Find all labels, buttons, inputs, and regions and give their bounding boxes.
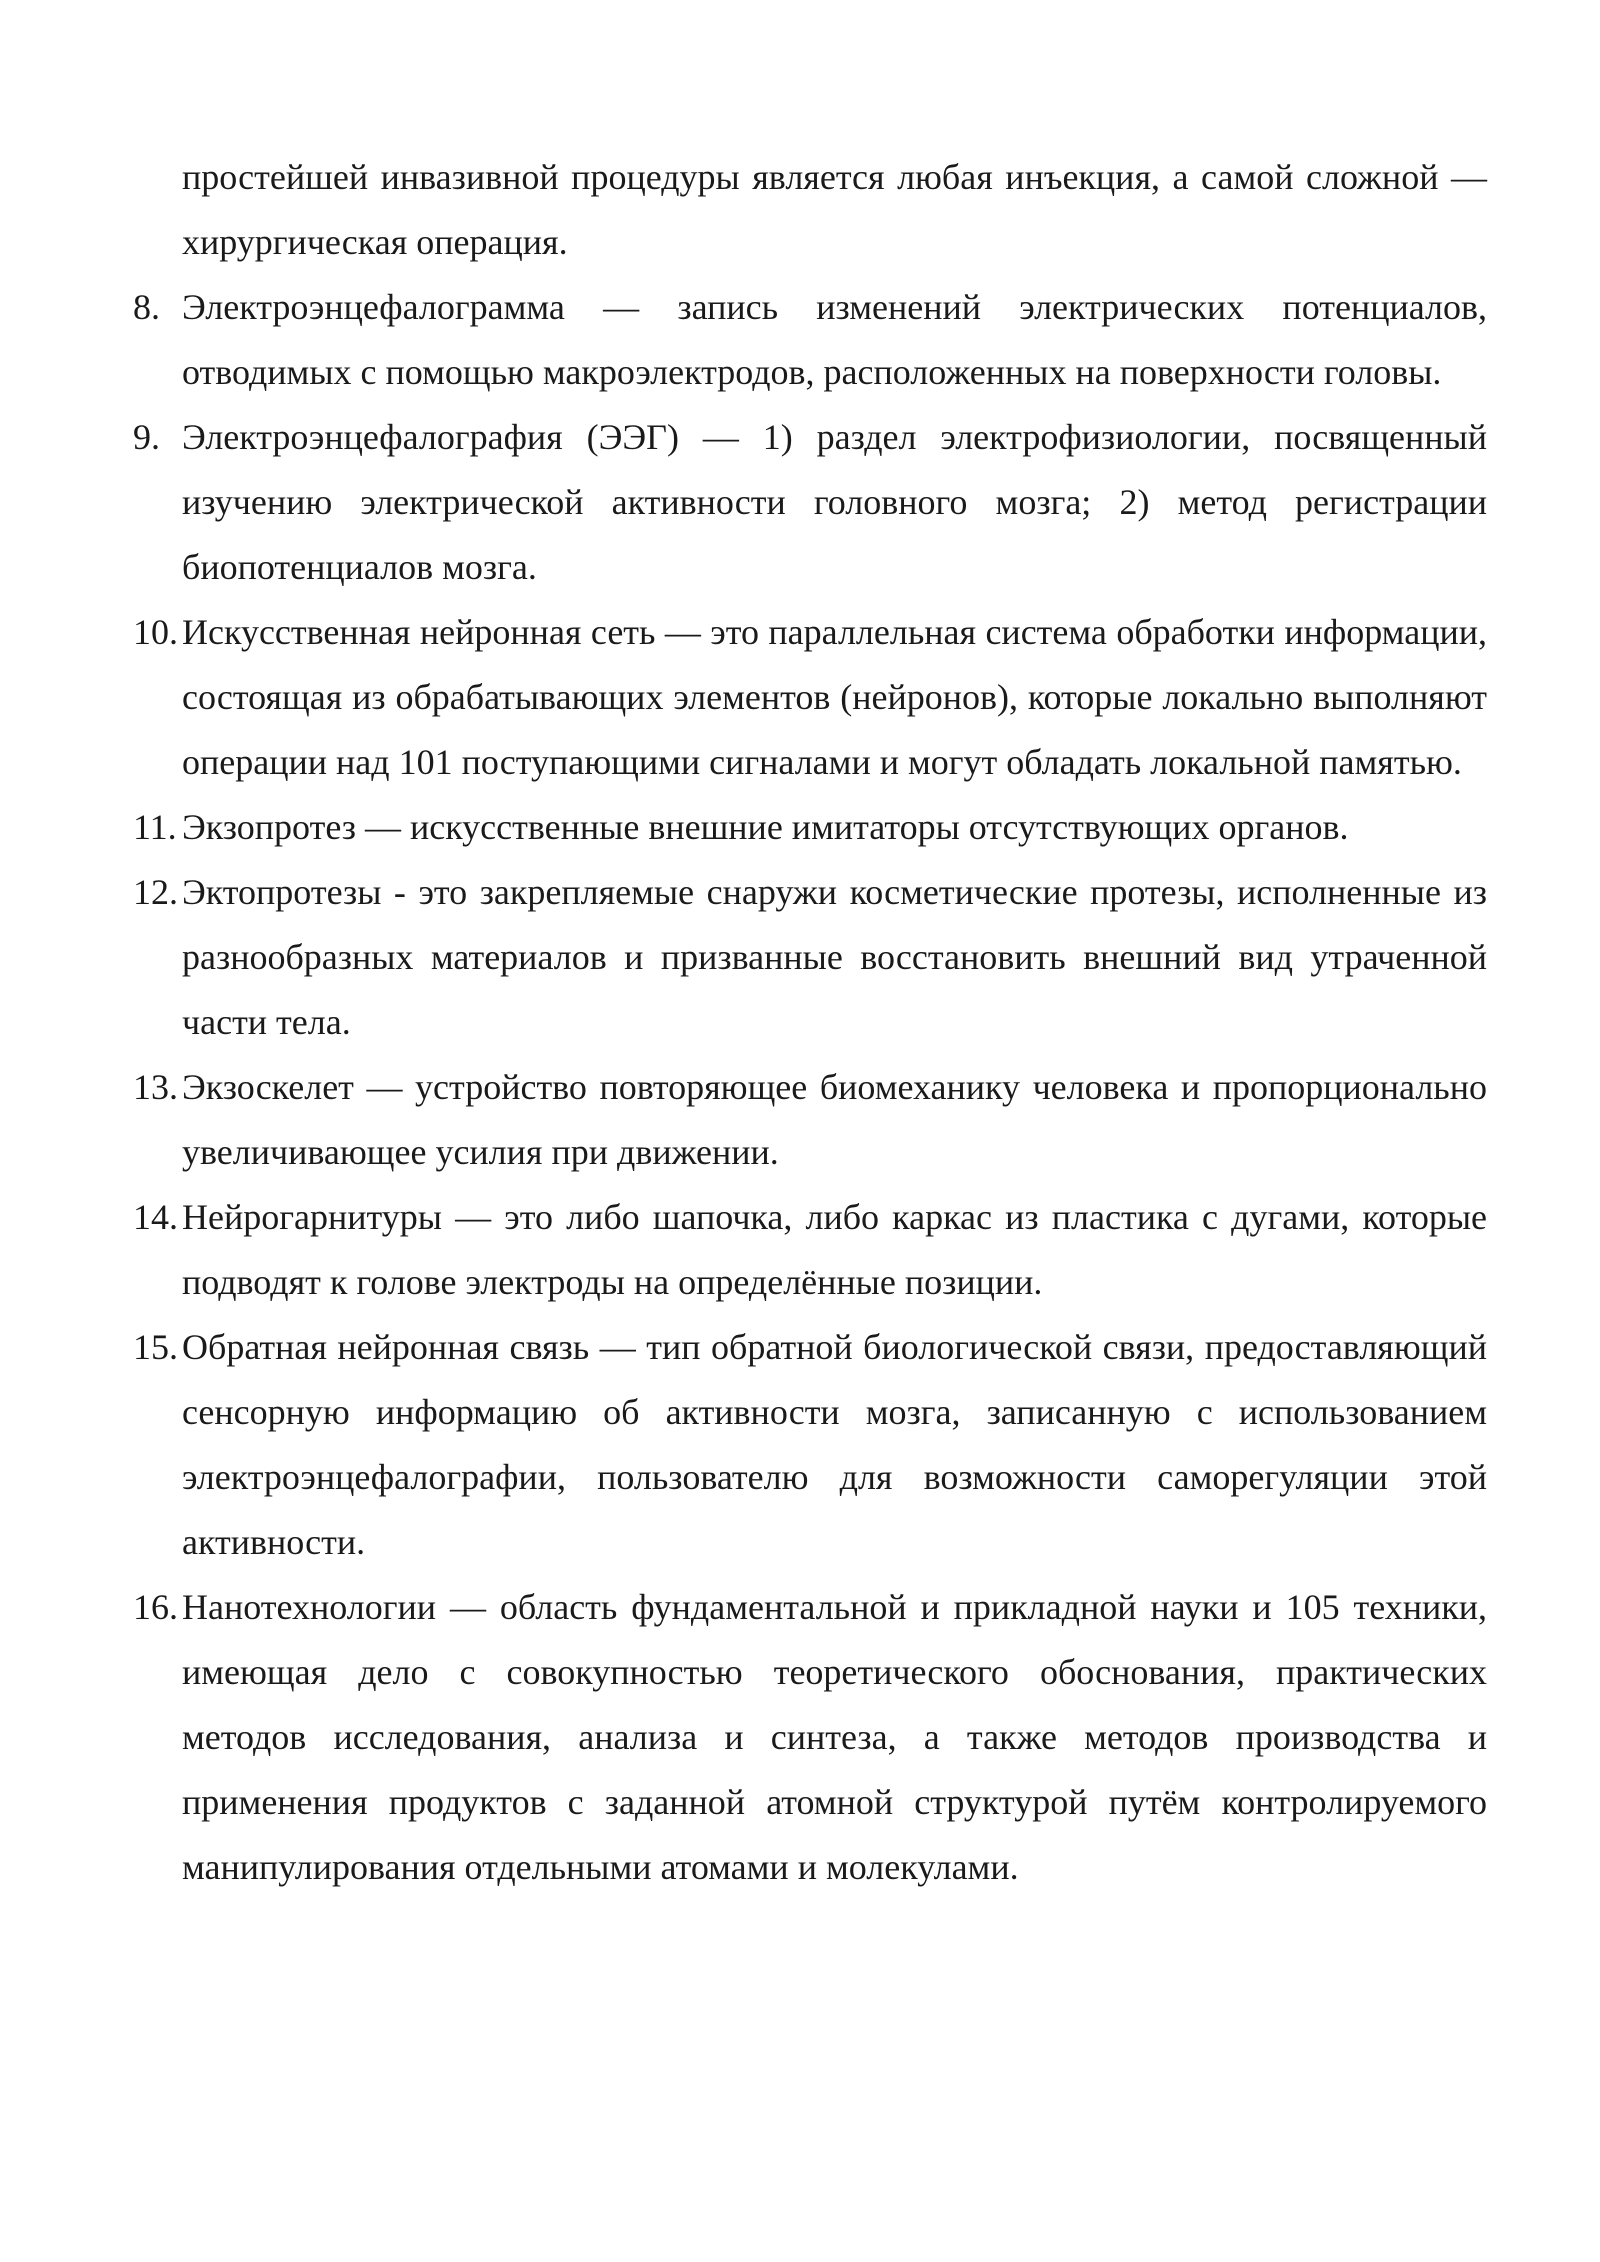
list-item-text: Нанотехнологии — область фундаментальной и прикладной науки и 105 техники, имеющая дело с совокупностью теоретического обоснования, практических методов исследования, анализа и синтеза, а также методов производства и применения продуктов с заданной атомной структурой путём контролируемого манипулирования отдельными атомами и молекулами. (182, 1587, 1487, 1887)
list-item-14 (133, 1185, 1487, 1315)
list-item-12 (133, 860, 1487, 1055)
list-item-text: Электроэнцефалография (ЭЭГ) — 1) раздел электрофизиологии, посвященный изучению электрической активности головного мозга; 2) метод регистрации биопотенциалов мозга. (182, 417, 1487, 587)
list-item-11 (133, 795, 1487, 860)
list-item-number: 15. (133, 1327, 178, 1367)
list-item-number: 13. (133, 1067, 178, 1107)
list-item-text: Экзопротез — искусственные внешние имитаторы отсутствующих органов. (182, 807, 1349, 847)
list-item-text: Искусственная нейронная сеть — это параллельная система обработки информации, состоящая из обрабатывающих элементов (нейронов), которые локально выполняют операции над 101 поступающими сигналами и могут обладать локальной памятью. (182, 612, 1487, 782)
list-item-text: Эктопротезы - это закрепляемые снаружи косметические протезы, исполненные из разнообразных материалов и призванные восстановить внешний вид утраченной части тела. (182, 872, 1487, 1042)
list-item-number: 8. (133, 287, 160, 327)
list-item-number: 12. (133, 872, 178, 912)
list-item-13 (133, 1055, 1487, 1185)
list-item-number: 14. (133, 1197, 178, 1237)
list-item-10 (133, 600, 1487, 795)
intro-paragraph: простейшей инвазивной процедуры является любая инъекция, а самой сложной — хирургическая операция. (182, 157, 1487, 262)
list-item-text: Экзоскелет — устройство повторяющее биомеханику человека и пропорционально увеличивающее усилия при движении. (182, 1067, 1487, 1172)
list-item-number: 10. (133, 612, 178, 652)
list-item-number: 9. (133, 417, 160, 457)
list-item-text: Нейрогарнитуры — это либо шапочка, либо каркас из пластика с дугами, которые подводят к голове электроды на определённые позиции. (182, 1197, 1487, 1302)
list-item-16 (133, 1575, 1487, 1900)
list-item-9 (133, 405, 1487, 600)
list-item-text: Электроэнцефалограмма — запись изменений электрических потенциалов, отводимых с помощью макроэлектродов, расположенных на поверхности головы. (182, 287, 1487, 392)
list-item-15 (133, 1315, 1487, 1575)
list-item-text: Обратная нейронная связь — тип обратной биологической связи, предоставляющий сенсорную информацию об активности мозга, записанную с использованием электроэнцефалографии, пользователю для возможности саморегуляции этой активности. (182, 1327, 1487, 1562)
document-body (133, 145, 1487, 1900)
list-item-number: 11. (133, 807, 177, 847)
list-item-8 (133, 275, 1487, 405)
list-item-number: 16. (133, 1587, 178, 1627)
